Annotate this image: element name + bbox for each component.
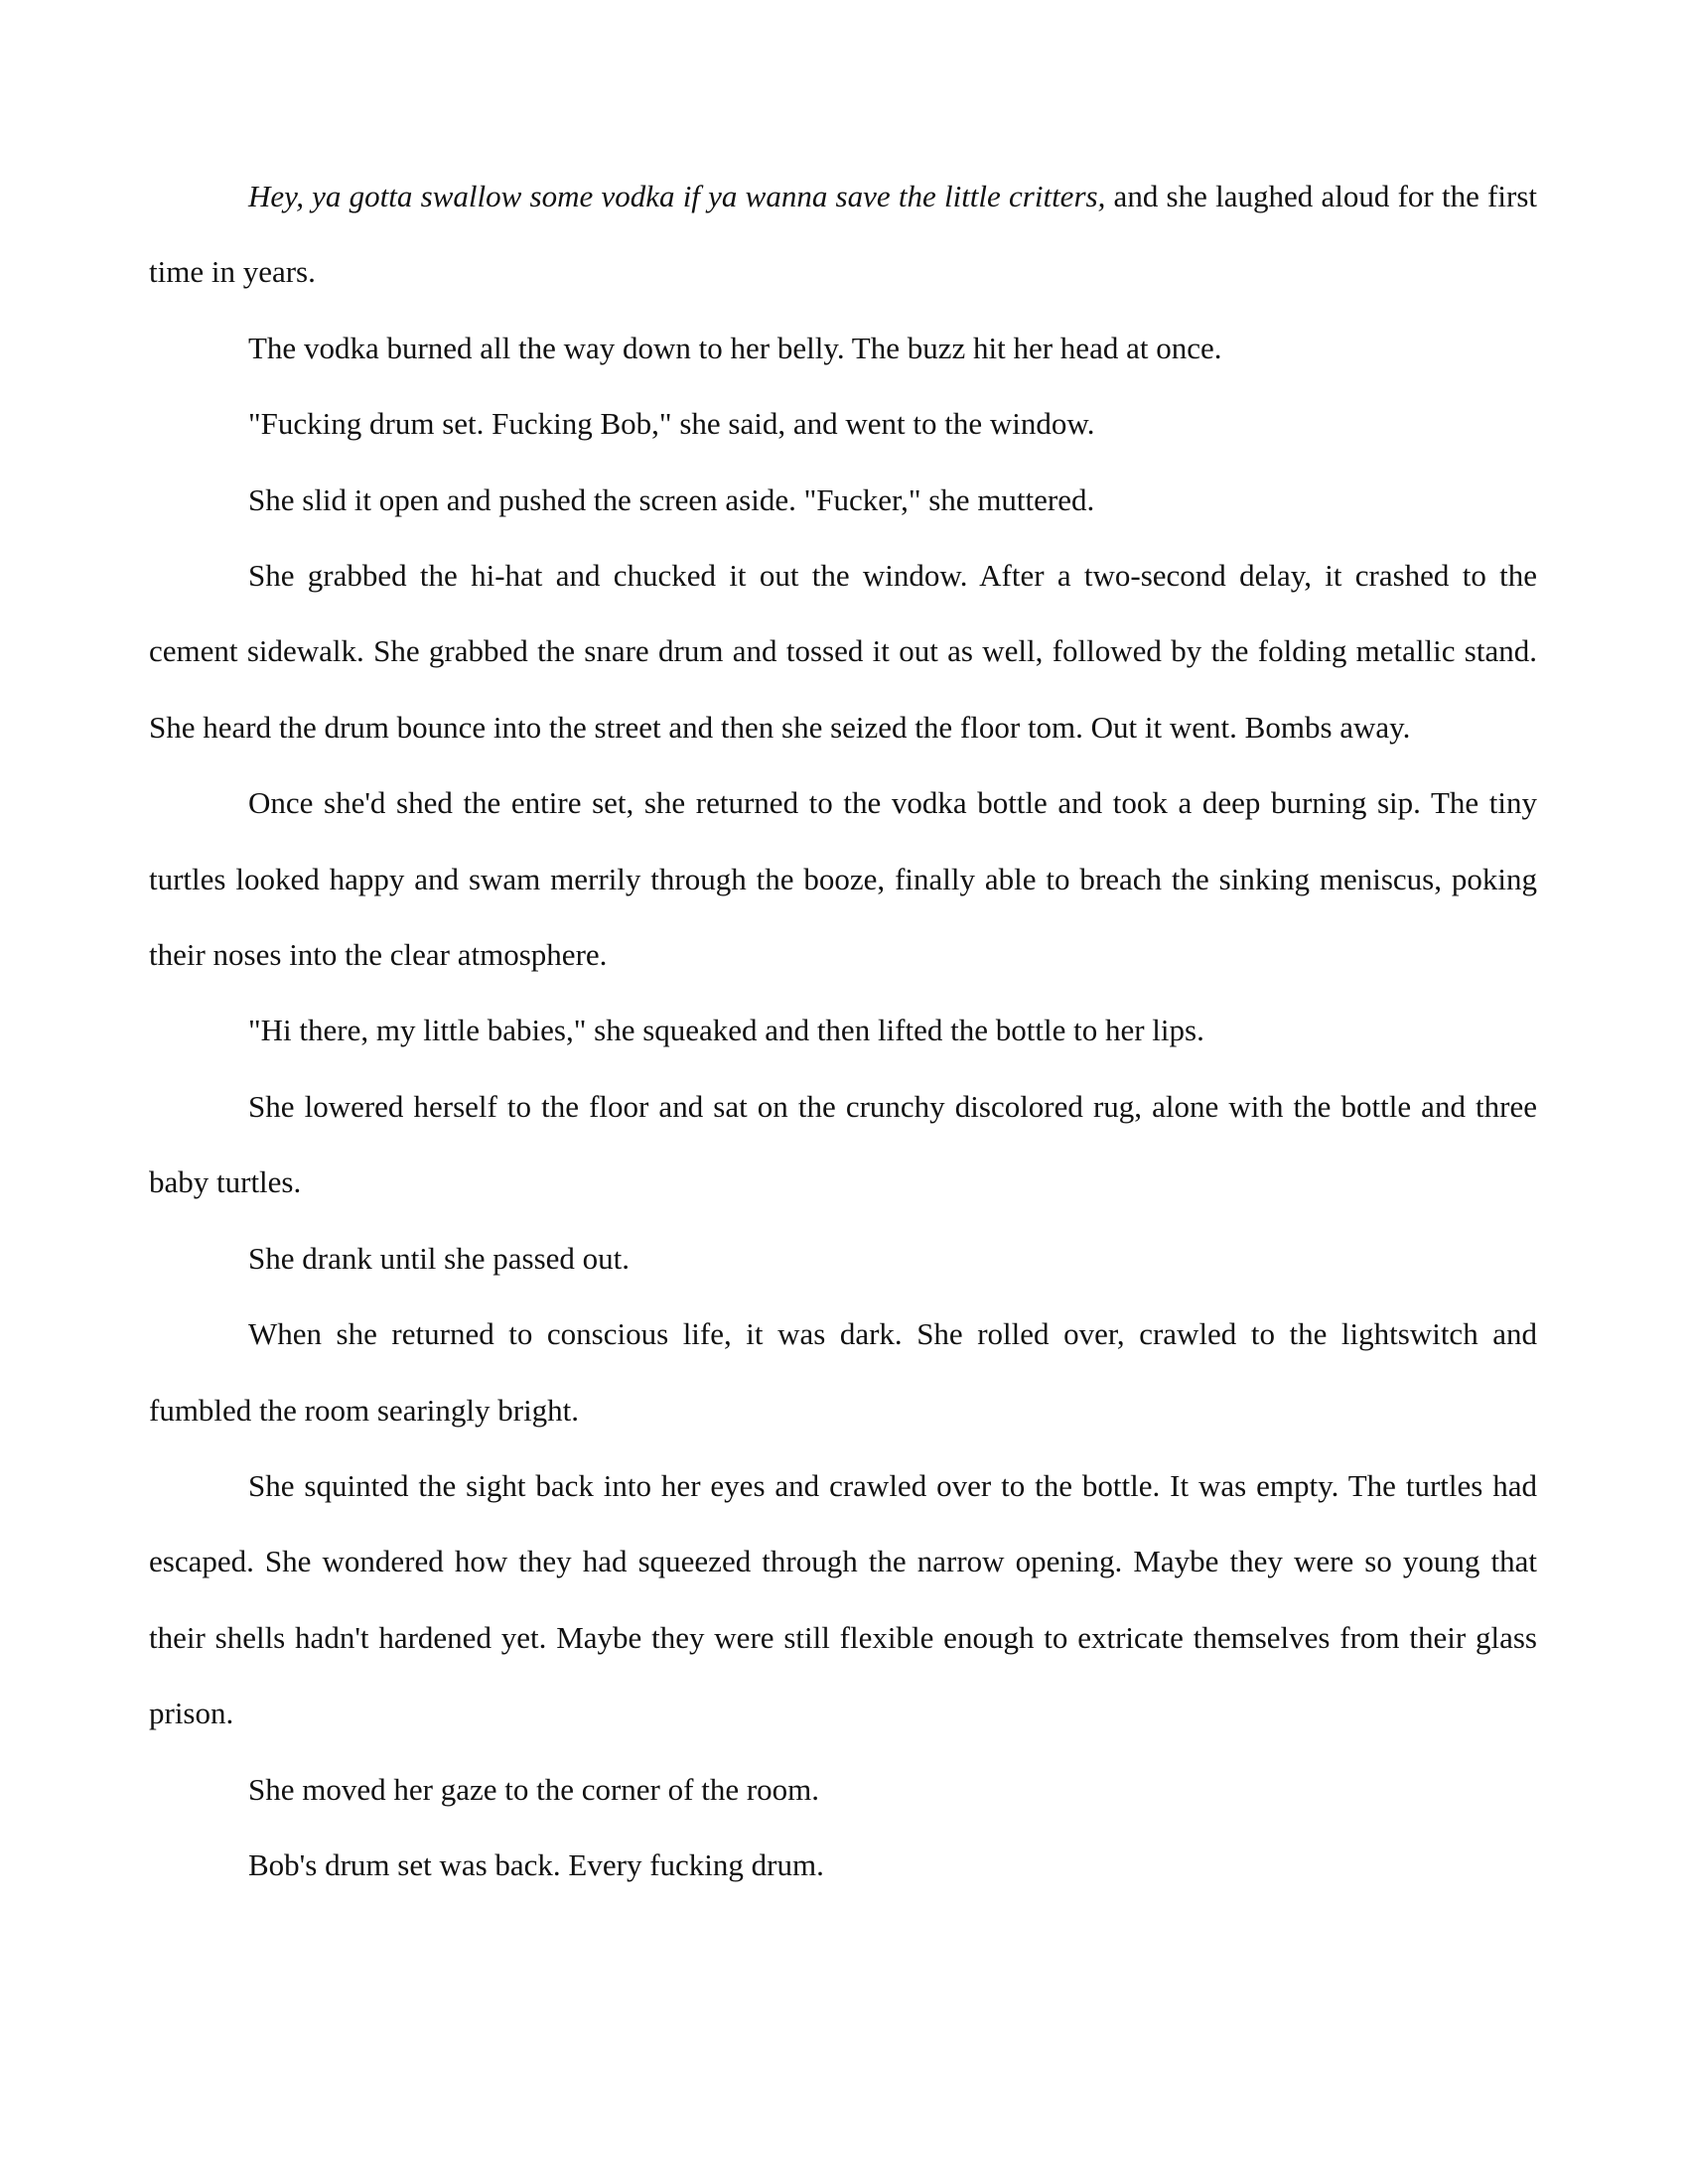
paragraph-13: Bob's drum set was back. Every fucking drum.: [248, 1846, 824, 1882]
paragraph-7: "Hi there, my little babies," she squeaked and then lifted the bottle to her lips.: [248, 1013, 1204, 1048]
paragraph-2: The vodka burned all the way down to her belly. The buzz hit her head at once.: [248, 330, 1222, 365]
paragraph-1: [149, 159, 1537, 311]
paragraph-8: She lowered herself to the floor and sat on the crunchy discolored rug, alone with the bottle and three baby turtles.: [149, 1088, 1537, 1200]
paragraph-10: When she returned to conscious life, it was dark. She rolled over, crawled to the lightswitch and fumbled the room searingly bright.: [149, 1316, 1537, 1428]
paragraph-5: She grabbed the hi-hat and chucked it out the window. After a two-second delay, it crashed to the cement sidewalk. She grabbed the snare drum and tossed it out as well, followed by the folding metallic stand. She heard the drum bounce into the street and then she seized the floor tom. Out it went. Bombs away.: [149, 558, 1537, 745]
paragraph-11: She squinted the sight back into her eyes and crawled over to the bottle. It was empty. The turtles had escaped. She wondered how they had squeezed through the narrow opening. Maybe they were so young that their shells hadn't hardened yet. Maybe they were still flexible enough to extricate themselves from their glass prison.: [149, 1467, 1537, 1731]
italic-thought: Hey, ya gotta swallow some vodka if ya wanna save the little critters,: [248, 179, 1106, 213]
paragraph-12: She moved her gaze to the corner of the room.: [248, 1771, 820, 1807]
paragraph-1-text: and she laughed aloud for the first time in years.: [149, 179, 1537, 290]
manuscript-body: [149, 159, 1537, 1903]
paragraph-6: Once she'd shed the entire set, she returned to the vodka bottle and took a deep burning sip. The tiny turtles looked happy and swam merrily through the booze, finally able to breach the sinking meniscus, poking their noses into the clear atmosphere.: [149, 785, 1537, 973]
paragraph-9: She drank until she passed out.: [248, 1240, 631, 1276]
paragraph-3: "Fucking drum set. Fucking Bob," she said, and went to the window.: [248, 406, 1095, 442]
paragraph-4: She slid it open and pushed the screen aside. "Fucker," she muttered.: [248, 481, 1095, 517]
